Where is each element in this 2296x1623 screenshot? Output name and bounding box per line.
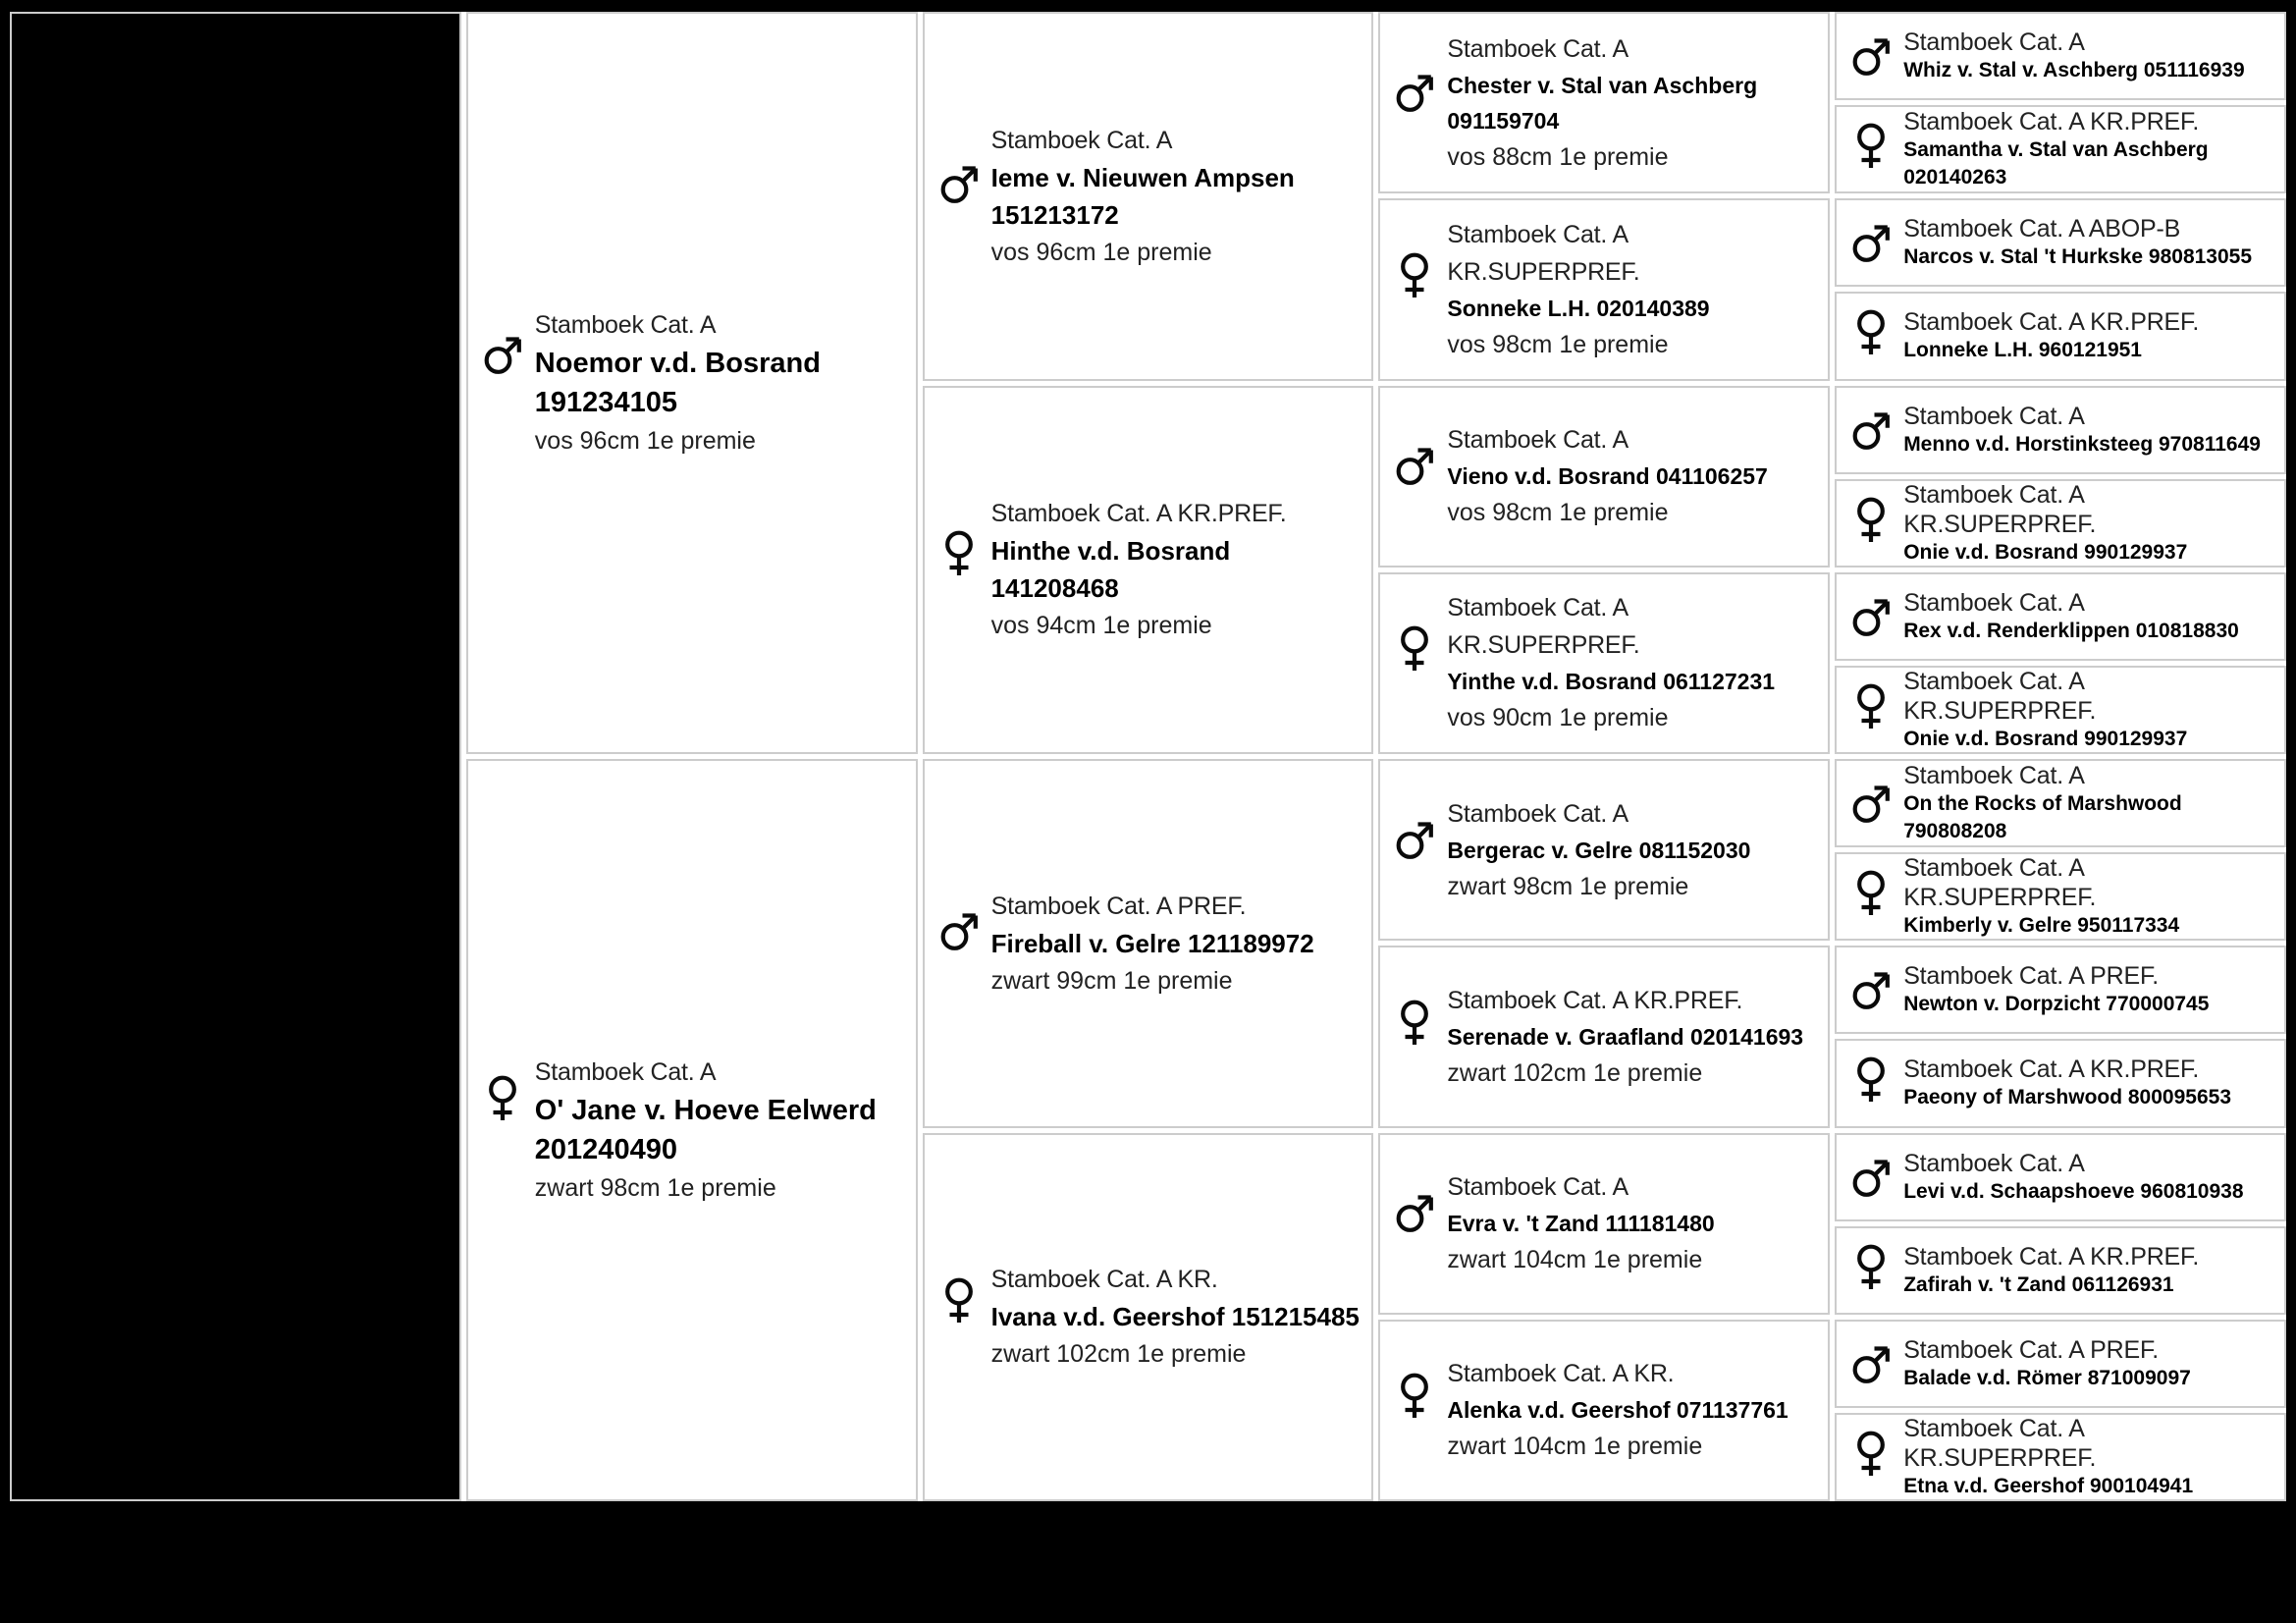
male-gender-icon xyxy=(1396,812,1433,861)
pedigree-tree xyxy=(10,12,2286,1501)
pedigree-cell-g4-8 xyxy=(1378,1320,1830,1501)
pedigree-cell-g4-6 xyxy=(1378,946,1830,1127)
pedigree-cell-g5-3 xyxy=(1835,198,2286,287)
horse-name: Narcos v. Stal 't Hurkske 980813055 xyxy=(1903,245,2253,269)
male-gender-icon xyxy=(1396,65,1433,114)
horse-details: vos 96cm 1e premie xyxy=(534,427,756,455)
horse-name: Alenka v.d. Geershof 071137761 xyxy=(1447,1397,1789,1424)
subject-cell-redacted xyxy=(10,12,461,1501)
studbook-category: Stamboek Cat. A xyxy=(534,1058,717,1086)
pedigree-cell-g5-7 xyxy=(1835,572,2286,661)
horse-name: Yinthe v.d. Bosrand 061127231 xyxy=(1447,669,1776,695)
studbook-category: Stamboek Cat. A KR.PREF. xyxy=(1903,1055,2200,1084)
horse-details: vos 94cm 1e premie xyxy=(990,612,1212,640)
pedigree-cell-g4-7 xyxy=(1378,1133,1830,1315)
horse-name: Newton v. Dorpzicht 770000745 xyxy=(1903,993,2210,1016)
studbook-category: Stamboek Cat. A KR.SUPERPREF. xyxy=(1903,1414,2097,1472)
female-gender-icon xyxy=(1396,251,1433,300)
male-gender-icon xyxy=(1852,962,1890,1011)
studbook-category: Stamboek Cat. A xyxy=(1447,799,1629,828)
horse-name: Bergerac v. Gelre 081152030 xyxy=(1447,837,1751,863)
horse-name: Zafirah v. 't Zand 061126931 xyxy=(1903,1272,2174,1296)
studbook-category: Stamboek Cat. A xyxy=(1903,402,2085,430)
pedigree-cell-g3-2 xyxy=(923,386,1374,755)
female-gender-icon xyxy=(940,1276,978,1325)
studbook-category: Stamboek Cat. A ABOP-B xyxy=(1903,215,2181,243)
studbook-category: Stamboek Cat. A KR.SUPERPREF. xyxy=(1447,220,1640,286)
horse-name: Etna v.d. Geershof 900104941 xyxy=(1903,1474,2194,1497)
horse-details: zwart 102cm 1e premie xyxy=(1447,1058,1703,1087)
pedigree-cell-g5-10 xyxy=(1835,852,2286,941)
studbook-category: Stamboek Cat. A KR.SUPERPREF. xyxy=(1447,594,1640,660)
female-gender-icon xyxy=(1852,308,1890,357)
pedigree-cell-g5-6 xyxy=(1835,479,2286,568)
female-gender-icon xyxy=(1852,122,1890,171)
horse-name: Rex v.d. Renderklippen 010818830 xyxy=(1903,619,2239,642)
horse-name: Ieme v. Nieuwen Ampsen 151213172 xyxy=(990,162,1295,230)
studbook-category: Stamboek Cat. A xyxy=(1903,28,2085,57)
male-gender-icon xyxy=(940,156,978,205)
male-gender-icon xyxy=(1852,1336,1890,1385)
studbook-category: Stamboek Cat. A KR.PREF. xyxy=(1903,308,2200,337)
pedigree-cell-g5-9 xyxy=(1835,759,2286,847)
horse-name: Hinthe v.d. Bosrand 141208468 xyxy=(990,536,1231,604)
female-gender-icon xyxy=(1396,1372,1433,1421)
studbook-category: Stamboek Cat. A xyxy=(990,126,1173,154)
male-gender-icon xyxy=(1852,215,1890,264)
pedigree-cell-g4-2 xyxy=(1378,198,1830,380)
studbook-category: Stamboek Cat. A PREF. xyxy=(990,892,1247,920)
horse-name: Serenade v. Graafland 020141693 xyxy=(1447,1023,1804,1050)
horse-name: Onie v.d. Bosrand 990129937 xyxy=(1903,727,2188,750)
horse-name: Menno v.d. Horstinksteeg 970811649 xyxy=(1903,432,2261,456)
male-gender-icon xyxy=(484,327,521,376)
horse-details: zwart 98cm 1e premie xyxy=(534,1174,776,1202)
pedigree-cell-sire xyxy=(466,12,918,754)
female-gender-icon xyxy=(1852,1243,1890,1292)
pedigree-cell-g5-13 xyxy=(1835,1133,2286,1221)
male-gender-icon xyxy=(1852,776,1890,825)
male-gender-icon xyxy=(1396,438,1433,487)
horse-name: Vieno v.d. Bosrand 041106257 xyxy=(1447,463,1768,490)
pedigree-cell-g4-4 xyxy=(1378,572,1830,754)
horse-name: O' Jane v. Hoeve Eelwerd 201240490 xyxy=(534,1095,877,1165)
studbook-category: Stamboek Cat. A KR.SUPERPREF. xyxy=(1903,667,2097,725)
pedigree-cell-dam xyxy=(466,759,918,1501)
male-gender-icon xyxy=(940,903,978,952)
studbook-category: Stamboek Cat. A PREF. xyxy=(1903,1335,2160,1364)
male-gender-icon xyxy=(1396,1185,1433,1234)
horse-name: Levi v.d. Schaapshoeve 960810938 xyxy=(1903,1179,2244,1203)
pedigree-cell-g3-3 xyxy=(923,759,1374,1128)
female-gender-icon xyxy=(1852,682,1890,731)
studbook-category: Stamboek Cat. A xyxy=(1447,1173,1629,1202)
horse-name: Onie v.d. Bosrand 990129937 xyxy=(1903,540,2188,564)
female-gender-icon xyxy=(940,529,978,578)
male-gender-icon xyxy=(1852,1150,1890,1199)
studbook-category: Stamboek Cat. A xyxy=(534,311,717,339)
studbook-category: Stamboek Cat. A KR.SUPERPREF. xyxy=(1903,854,2097,912)
studbook-category: Stamboek Cat. A KR.SUPERPREF. xyxy=(1903,480,2097,538)
horse-details: zwart 104cm 1e premie xyxy=(1447,1433,1703,1461)
male-gender-icon xyxy=(1852,589,1890,638)
horse-name: Sonneke L.H. 020140389 xyxy=(1447,295,1710,321)
horse-name: Noemor v.d. Bosrand 191234105 xyxy=(534,348,821,418)
horse-name: Chester v. Stal van Aschberg 091159704 xyxy=(1447,72,1758,134)
horse-name: Whiz v. Stal v. Aschberg 051116939 xyxy=(1903,59,2245,82)
pedigree-cell-g5-11 xyxy=(1835,946,2286,1034)
pedigree-cell-g5-14 xyxy=(1835,1226,2286,1315)
pedigree-cell-g4-1 xyxy=(1378,12,1830,193)
female-gender-icon xyxy=(1396,624,1433,674)
horse-name: Ivana v.d. Geershof 151215485 xyxy=(990,1302,1360,1332)
female-gender-icon xyxy=(1852,1430,1890,1479)
horse-details: vos 98cm 1e premie xyxy=(1447,499,1669,527)
horse-details: vos 88cm 1e premie xyxy=(1447,142,1669,171)
female-gender-icon xyxy=(1396,999,1433,1048)
studbook-category: Stamboek Cat. A KR.PREF. xyxy=(1447,986,1743,1014)
studbook-category: Stamboek Cat. A KR.PREF. xyxy=(990,500,1287,528)
pedigree-cell-g5-15 xyxy=(1835,1320,2286,1408)
pedigree-cell-g5-8 xyxy=(1835,666,2286,754)
horse-name: Kimberly v. Gelre 950117334 xyxy=(1903,914,2180,938)
pedigree-cell-g5-2 xyxy=(1835,105,2286,193)
studbook-category: Stamboek Cat. A KR. xyxy=(1447,1360,1675,1388)
pedigree-cell-g5-16 xyxy=(1835,1413,2286,1501)
female-gender-icon xyxy=(1852,869,1890,918)
horse-name: Lonneke L.H. 960121951 xyxy=(1903,339,2142,362)
horse-name: Samantha v. Stal van Aschberg 020140263 xyxy=(1903,138,2209,189)
male-gender-icon xyxy=(1852,403,1890,452)
studbook-category: Stamboek Cat. A PREF. xyxy=(1903,962,2160,991)
female-gender-icon xyxy=(1852,496,1890,545)
studbook-category: Stamboek Cat. A KR.PREF. xyxy=(1903,1242,2200,1271)
pedigree-cell-g3-1 xyxy=(923,12,1374,381)
female-gender-icon xyxy=(1852,1055,1890,1105)
horse-name: Evra v. 't Zand 111181480 xyxy=(1447,1211,1715,1237)
horse-name: Balade v.d. Römer 871009097 xyxy=(1903,1366,2191,1389)
horse-name: Paeony of Marshwood 800095653 xyxy=(1903,1086,2231,1109)
studbook-category: Stamboek Cat. A xyxy=(1903,1149,2085,1177)
pedigree-cell-g3-4 xyxy=(923,1133,1374,1502)
female-gender-icon xyxy=(484,1074,521,1123)
studbook-category: Stamboek Cat. A xyxy=(1447,426,1629,455)
pedigree-cell-g4-5 xyxy=(1378,759,1830,941)
horse-details: zwart 99cm 1e premie xyxy=(990,966,1233,995)
studbook-category: Stamboek Cat. A xyxy=(1903,588,2085,617)
horse-details: zwart 102cm 1e premie xyxy=(990,1340,1247,1369)
horse-name: On the Rocks of Marshwood 790808208 xyxy=(1903,792,2182,843)
pedigree-cell-g5-5 xyxy=(1835,386,2286,474)
studbook-category: Stamboek Cat. A xyxy=(1903,762,2085,790)
pedigree-cell-g5-4 xyxy=(1835,292,2286,380)
horse-details: zwart 98cm 1e premie xyxy=(1447,872,1689,900)
horse-details: vos 96cm 1e premie xyxy=(990,238,1212,266)
pedigree-cell-g5-12 xyxy=(1835,1039,2286,1127)
pedigree-cell-g5-1 xyxy=(1835,12,2286,100)
pedigree-cell-g4-3 xyxy=(1378,386,1830,568)
horse-details: vos 90cm 1e premie xyxy=(1447,704,1669,732)
male-gender-icon xyxy=(1852,28,1890,78)
horse-name: Fireball v. Gelre 121189972 xyxy=(990,928,1314,958)
studbook-category: Stamboek Cat. A xyxy=(1447,34,1629,63)
studbook-category: Stamboek Cat. A KR. xyxy=(990,1266,1218,1294)
horse-details: zwart 104cm 1e premie xyxy=(1447,1246,1703,1274)
horse-details: vos 98cm 1e premie xyxy=(1447,330,1669,358)
studbook-category: Stamboek Cat. A KR.PREF. xyxy=(1903,108,2200,136)
